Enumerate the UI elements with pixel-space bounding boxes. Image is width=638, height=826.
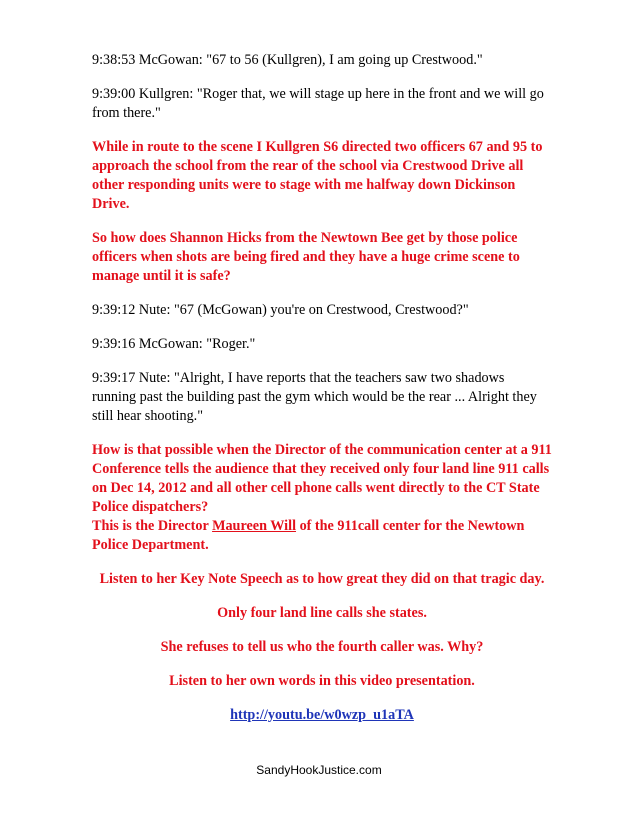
transcript-line-mcgowan-2: 9:39:16 McGowan: "Roger." xyxy=(92,336,256,352)
video-link-paragraph xyxy=(92,706,552,725)
comment-route: While in route to the scene I Kullgren S6 directed two officers 67 and 95 to approach the school from the rear of the school via Crestwood Drive all other responding units were to stage with me halfway down Dickinson Drive. xyxy=(92,139,543,212)
transcript-line-mcgowan-1: 9:38:53 McGowan: "67 to 56 (Kullgren), I am going up Crestwood." xyxy=(92,52,483,68)
document-body xyxy=(92,51,552,740)
director-name-link[interactable]: Maureen Will xyxy=(212,518,297,534)
director-suffix: of the 911call center for the Newtown Police Department. xyxy=(92,518,525,553)
center-fourth-caller: She refuses to tell us who the fourth caller was. Why? xyxy=(160,639,484,655)
center-four-calls: Only four land line calls she states. xyxy=(217,605,427,621)
director-prefix: This is the Director xyxy=(92,518,213,534)
transcript-line-nute-1: 9:39:12 Nute: "67 (McGowan) you're on Crestwood, Crestwood?" xyxy=(92,302,469,318)
video-link[interactable]: http://youtu.be/w0wzp_u1aTA xyxy=(230,707,414,723)
page-footer: SandyHookJustice.com xyxy=(256,763,382,777)
center-listen: Listen to her own words in this video presentation. xyxy=(169,673,475,689)
comment-911-conference: How is that possible when the Director of the communication center at a 911 Conference tells the audience that they received only four land line 911 calls on Dec 14, 2012 and all other cell phone calls went directly to the CT State Police dispatchers? xyxy=(92,442,552,515)
center-keynote: Listen to her Key Note Speech as to how great they did on that tragic day. xyxy=(99,571,545,587)
transcript-line-nute-2: 9:39:17 Nute: "Alright, I have reports that the teachers saw two shadows running past the building past the gym which would be the rear ... Alright they still hear shooting." xyxy=(92,370,537,424)
comment-director xyxy=(92,517,552,555)
transcript-line-kullgren: 9:39:00 Kullgren: "Roger that, we will stage up here in the front and we will go from there." xyxy=(92,86,544,121)
comment-shannon-hicks: So how does Shannon Hicks from the Newtown Bee get by those police officers when shots are being fired and they have a huge crime scene to manage until it is safe? xyxy=(92,230,520,284)
